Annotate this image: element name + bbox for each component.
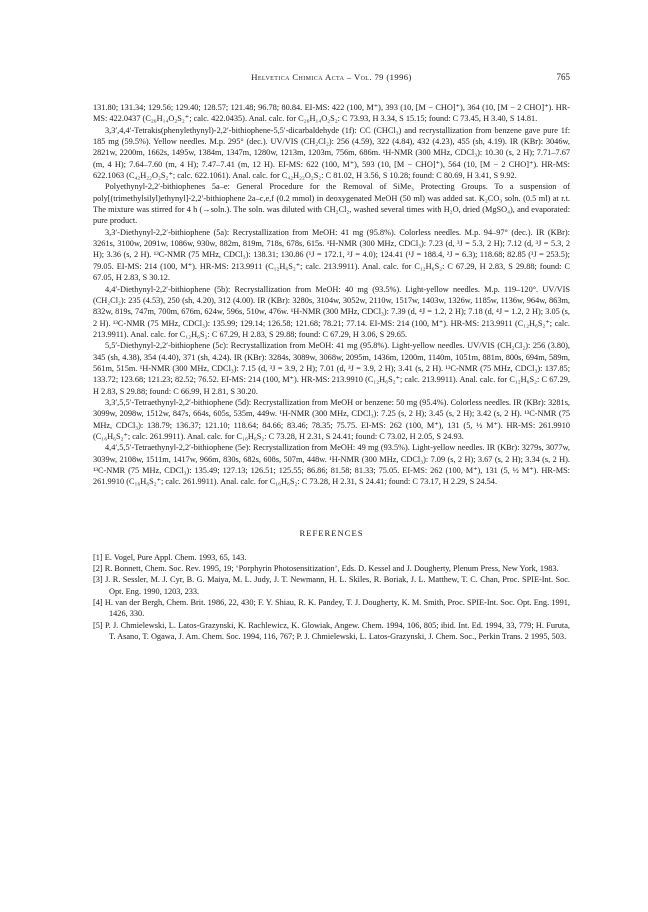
- journal-title: Helvetica Chimica Acta – Vol. 79 (1996): [251, 72, 412, 82]
- reference-item: [5] P. J. Chmielewski, L. Latos-Grazynski, K. Rachlewicz, K. Glowiak, Angew. Chem. 1994, 106, 805; ibid. Int. Ed. 1994, 33, 779; H. Furuta, T. Asano, T. Ogawa, J. Am. Chem. Soc. 1994, 116, 767; P. J. Chmielewski, L. Latos-Grazynski, J. Chem. Soc., Perkin Trans. 2 1995, 503.: [93, 620, 570, 642]
- paragraph: 3,3′-Diethynyl-2,2′-bithiophene (5a): Recrystallization from MeOH: 41 mg (95.8%). Colorless needles. M.p. 94–97° (dec.). IR (KBr): 3261s, 3100w, 2091w, 1086w, 930w, 882m, 819m, 718s, 678s, 615s. ¹H-NMR (300 MHz, CDCl₃): 7.23 (d, ³J = 5.3, 2 H); 7.12 (d, ³J = 5.3, 2 H); 3.36 (s, 2 H). ¹³C-NMR (75 MHz, CDCl₃): 138.31; 130.86 (¹J = 172.1, ²J = 4.0); 124.41 (¹J = 188.4, ²J = 6.3); 118.68; 82.85 (¹J = 253.5); 79.05. EI-MS: 214 (100, M⁺). HR-MS: 213.9911 (C₁₂H₆S₂⁺; calc. 213.9911). Anal. calc. for C₁₂H₆S₂: C 67.29, H 2.83, S 29.88; found: C 67.05, H 2.83, S 30.12.: [93, 227, 570, 283]
- reference-item: [4] H. van der Bergh, Chem. Brit. 1986, 22, 430; F. Y. Shiau, R. K. Pandey, T. J. Dougherty, K. M. Smith, Proc. SPIE-Int. Soc. Opt. Eng. 1991, 1426, 330.: [93, 598, 570, 619]
- page-number: 765: [556, 72, 570, 82]
- paragraph: 131.80; 131.34; 129.56; 129.40; 128.57; 121.48; 96.78; 80.84. EI-MS: 422 (100, M⁺), 393 (10, [M − CHO]⁺), 364 (10, [M − 2 CHO]⁺). HR-MS: 422.0437 (C₂₆H₁₄O₂S₂⁺; calc. 422.0435). Anal. calc. for C₂₆H₁₄O₂S₂: C 73.93, H 3.34, S 15.15; found: C 73.45, H 3.40, S 14.81.: [93, 103, 570, 124]
- references-list: [93, 552, 570, 643]
- paragraph: Polyethynyl-2,2′-bithiophenes 5a–e: General Procedure for the Removal of SiMe₃ Protecting Groups. To a suspension of poly[(trimethylsilyl)ethynyl]-2,2′-bithiophene 2a–c,e,f (0.2 mmol) in deoxygenated MeOH (50 ml) was added sat. K₂CO₃ soln. (0.5 ml) at r.t. The mixture was stirred for 4 h (→soln.). The soln. was diluted with CH₂Cl₂, washed several times with H₂O, dried (MgSO₄), and evaporated: pure product.: [93, 182, 570, 226]
- paragraph: 3,3′,4,4′-Tetrakis(phenylethynyl)-2,2′-bithiophene-5,5′-dicarbaldehyde (1f): CC (CHCl₃) and recrystallization from benzene gave pure 1f: 185 mg (59.5%). Yellow needles. M.p. 295° (dec.). UV/VIS (CH₂Cl₂): 256 (4.59), 322 (4.84), 432 (4.23), 455 (sh, 4.19). IR (KBr): 3046w, 2821w, 2200m, 1662s, 1495w, 1384m, 1347m, 1280w, 1213m, 1203m, 756m, 686m. ¹H-NMR (300 MHz, CDCl₃): 10.30 (s, 2 H); 7.71–7.67 (m, 4 H); 7.64–7.60 (m, 4 H); 7.47–7.41 (m, 12 H). EI-MS: 622 (100, M⁺), 593 (10, [M − CHO]⁺), 564 (10, [M − 2 CHO]⁺). HR-MS: 622.1063 (C₄₂H₂₂O₂S₂⁺; calc. 622.1061). Anal. calc. for C₄₂H₂₂O₂S₂: C 81.02, H 3.56, S 10.28; found: C 80.69, H 3.41, S 9.92.: [93, 125, 570, 181]
- references-heading: REFERENCES: [299, 527, 364, 538]
- paragraph: 3,3′,5,5′-Tetraethynyl-2,2′-bithiophene (5d): Recrystallization from MeOH or benzene: 50 mg (95.4%). Colorless needles. IR (KBr): 3281s, 3099w, 2098w, 1512w, 847s, 664s, 605s, 535m, 449w. ¹H-NMR (300 MHz, CDCl₃): 7.25 (s, 2 H); 3.45 (s, 2 H); 3.42 (s, 2 H). ¹³C-NMR (75 MHz, CDCl₃): 138.79; 136.37; 121.10; 118.64; 84.66; 83.46; 78.35; 75.75. EI-MS: 262 (100, M⁺), 131 (5, ½ M⁺). HR-MS: 261.9910 (C₁₆H₆S₂⁺; calc. 261.9911). Anal. calc. for C₁₆H₆S₂: C 73.28, H 2.31, S 24.41; found: C 73.02, H 2.05, S 24.93.: [93, 397, 570, 441]
- reference-item: [3] J. R. Sessler, M. J. Cyr, B. G. Maiya, M. L. Judy, J. T. Newmann, H. L. Skiles, R. Boriak, J. L. Matthew, T. C. Chan, Proc. SPIE-Int. Soc. Opt. Eng. 1990, 1203, 233.: [93, 575, 570, 596]
- page: [93, 72, 570, 642]
- reference-item: [1] E. Vogel, Pure Appl. Chem. 1993, 65, 143.: [93, 552, 247, 562]
- paragraph: 4,4′,5,5′-Tetraethynyl-2,2′-bithiophene (5e): Recrystallization from MeOH: 49 mg (93.5%). Light-yellow needles. IR (KBr): 3279s, 3077w, 3039w, 2108w, 1511m, 1417w, 966m, 830s, 682s, 608s, 507m, 448w. ¹H-NMR (300 MHz, CDCl₃): 7.09 (s, 2 H); 3.67 (s, 2 H); 3.34 (s, 2 H). ¹³C-NMR (75 MHz, CDCl₃): 135.49; 127.13; 126.51; 125.55; 86.86; 81.58; 81.33; 75.05. EI-MS: 262 (100, M⁺), 131 (5, ½ M⁺). HR-MS: 261.9910 (C₁₆H₆S₂⁺; calc. 261.9911). Anal. calc. for C₁₆H₆S₂: C 73.28, H 2.31, S 24.41; found: C 73.17, H 2.29, S 24.54.: [93, 443, 570, 487]
- reference-item: [2] R. Bonnett, Chem. Soc. Rev. 1995, 19; ‘Porphyrin Photosensitization’, Eds. D. Kessel and J. Dougherty, Plenum Press, New York, 1983.: [93, 564, 559, 574]
- paragraph: 5,5′-Diethynyl-2,2′-bithiophene (5c): Recrystallization from MeOH: 41 mg (95.8%). Light-yellow needles. UV/VIS (CH₂Cl₂): 256 (3.80), 345 (sh, 4.38), 354 (4.40), 371 (sh, 4.24). IR (KBr): 3284s, 3089w, 3068w, 2095m, 1436m, 1200m, 1140m, 1051m, 881m, 800s, 694m, 589m, 561m, 515m. ¹H-NMR (300 MHz, CDCl₃): 7.15 (d, ³J = 3.9, 2 H); 7.01 (d, ³J = 3.9, 2 H); 3.41 (s, 2 H). ¹³C-NMR (75 MHz, CDCl₃): 137.85; 133.72; 123.68; 121.23; 82.52; 76.52. EI-MS: 214 (100, M⁺). HR-MS: 213.9910 (C₁₂H₆S₂⁺; calc. 213.9911). Anal. calc. for C₁₂H₆S₂: C 67.29, H 2.83, S 29.88; found: C 66.99, H 2.81, S 30.20.: [93, 341, 570, 396]
- running-header: [93, 72, 570, 86]
- paragraph: 4,4′-Diethynyl-2,2′-bithiophene (5b): Recrystallization from MeOH: 40 mg (93.5%). Light-yellow needles. M.p. 119–120°. UV/VIS (CH₂Cl₂): 235 (4.53), 250 (sh, 4.20), 312 (4.00). IR (KBr): 3280s, 3104w, 3052w, 2110w, 1517w, 1403w, 1326w, 1185w, 1136w, 964w, 863m, 832w, 819s, 747m, 700m, 676m, 624w, 596s, 510w, 476w. ¹H-NMR (300 MHz, CDCl₃): 7.39 (d, ⁴J = 1.2, 2 H); 7.18 (d, ⁴J = 1.2, 2 H); 3.05 (s, 2 H). ¹³C-NMR (75 MHz, CDCl₃): 135.99; 129.14; 126.58; 121.68; 78.21; 77.14. EI-MS: 214 (100, M⁺). HR-MS: 213.9911 (C₁₂H₆S₂⁺; calc. 213.9911). Anal. calc. for C₁₂H₆S₂: C 67.29, H 2.83, S 29.88; found: C 67.29, H 3.06, S 29.65.: [93, 284, 570, 339]
- experimental-body: [93, 102, 570, 488]
